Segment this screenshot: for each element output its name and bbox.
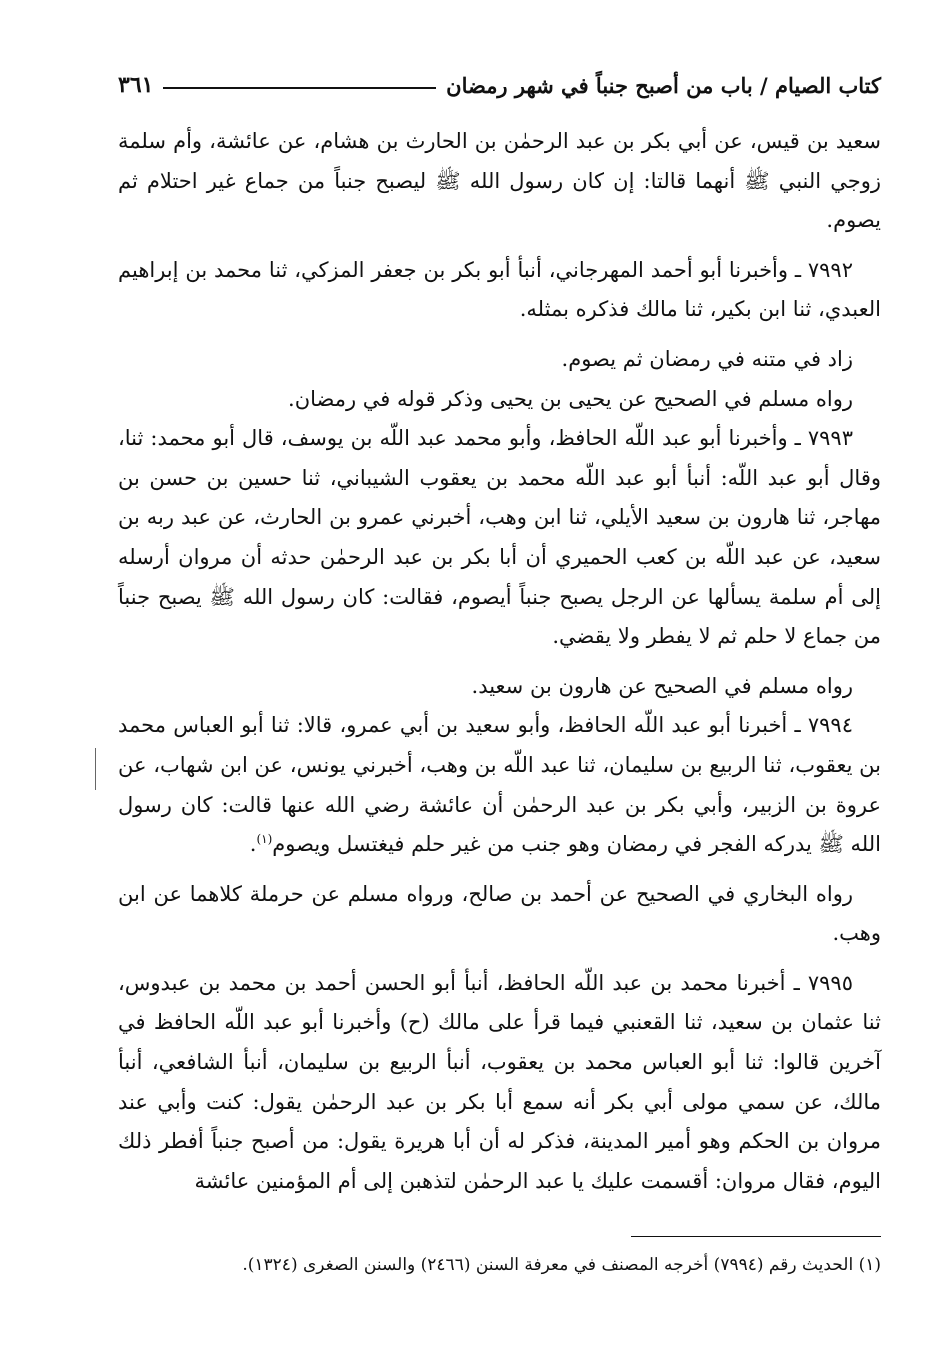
- hadith-7994: [118, 706, 881, 864]
- footnote-marker[interactable]: (١): [256, 832, 273, 847]
- running-header: [118, 68, 881, 102]
- note-narration: رواه مسلم في الصحيح عن يحيى بن يحيى وذكر قوله في رمضان.: [288, 386, 853, 411]
- hadith-7993: ٧٩٩٣ ـ وأخبرنا أبو عبد اللّه الحافظ، وأبو محمد عبد اللّه بن يوسف، قال أبو محمد: ثنا، وقال أبو عبد اللّه: أنبأ أبو عبد اللّه محمد بن يعقوب الشيباني، ثنا حسين بن حسن بن مهاجر، ثنا هارون بن سعيد الأيلي، ثنا ابن وهب، أخبرني عمرو بن الحارث، عن عبد ربه بن سعيد، عن عبد اللّه بن كعب الحميري أن أبا بكر بن عبد الرحمٰن حدثه أن مروان أرسله إلى أم سلمة يسألها عن الرجل يصبح جنباً أيصوم، فقالت: كان رسول الله ﷺ يصبح جنباً من جماع لا حلم ثم لا يفطر ولا يقضي.: [118, 426, 881, 649]
- note-narration: رواه البخاري في الصحيح عن أحمد بن صالح، ورواه مسلم عن حرملة كلاهما عن ابن وهب.: [118, 881, 881, 946]
- note-addition: زاد في متنه في رمضان ثم يصوم.: [561, 346, 853, 371]
- header-rule: [163, 87, 436, 89]
- note-narration: رواه مسلم في الصحيح عن هارون بن سعيد.: [471, 673, 853, 698]
- footnote-rule: [631, 1236, 881, 1237]
- paragraph-continuation: سعيد بن قيس، عن أبي بكر بن عبد الرحمٰن بن الحارث بن هشام، عن عائشة، وأم سلمة زوجي النبي ﷺ أنهما قالتا: إن كان رسول الله ﷺ ليصبح جنباً من جماع غير احتلام ثم يصوم.: [118, 129, 881, 233]
- chapter-title: كتاب الصيام / باب من أصبح جنباً في شهر رمضان: [446, 72, 881, 98]
- page-body: [118, 122, 881, 1201]
- hadith-7994-text: ٧٩٩٤ ـ أخبرنا أبو عبد اللّه الحافظ، وأبو سعيد بن أبي عمرو، قالا: ثنا أبو العباس محمد بن يعقوب، ثنا الربيع بن سليمان، ثنا عبد اللّه بن وهب، أخبرني يونس، عن ابن شهاب، عن عروة بن الزبير، وأبي بكر بن عبد الرحمٰن أن عائشة رضي الله عنها قالت: كان رسول الله ﷺ يدركه الفجر في رمضان وهو جنب من غير حلم فيغتسل ويصوم: [118, 713, 881, 857]
- hadith-7995: ٧٩٩٥ ـ أخبرنا محمد بن عبد اللّه الحافظ، أنبأ أبو الحسن أحمد بن محمد بن عبدوس، ثنا عثمان بن سعيد، ثنا القعنبي فيما قرأ على مالك (ح) وأخبرنا أبو عبد اللّه الحافظ في آخرين قالوا: ثنا أبو العباس محمد بن يعقوب، أنبأ الربيع بن سليمان، أنبأ الشافعي، أنبأ مالك، عن سمي مولى أبي بكر أنه سمع أبا بكر بن عبد الرحمٰن يقول: كنت وأبي عند مروان بن الحكم وهو أمير المدينة، فذكر له أن أبا هريرة يقول: من أصبح جنباً أفطر ذلك اليوم، فقال مروان: أقسمت عليك يا عبد الرحمٰن لتذهبن إلى أم المؤمنين عائشة: [118, 970, 881, 1193]
- page-number: ٣٦١: [118, 72, 154, 98]
- hadith-7994-end: .: [249, 832, 257, 857]
- footnote: (١) الحديث رقم (٧٩٩٤) أخرجه المصنف في معرفة السنن (٢٤٦٦) والسنن الصغرى (١٣٢٤).: [242, 1255, 881, 1275]
- margin-mark: [95, 748, 96, 790]
- hadith-7992: ٧٩٩٢ ـ وأخبرنا أبو أحمد المهرجاني، أنبأ أبو بكر بن جعفر المزكي، ثنا محمد بن إبراهيم العبدي، ثنا ابن بكير، ثنا مالك فذكره بمثله.: [118, 257, 881, 322]
